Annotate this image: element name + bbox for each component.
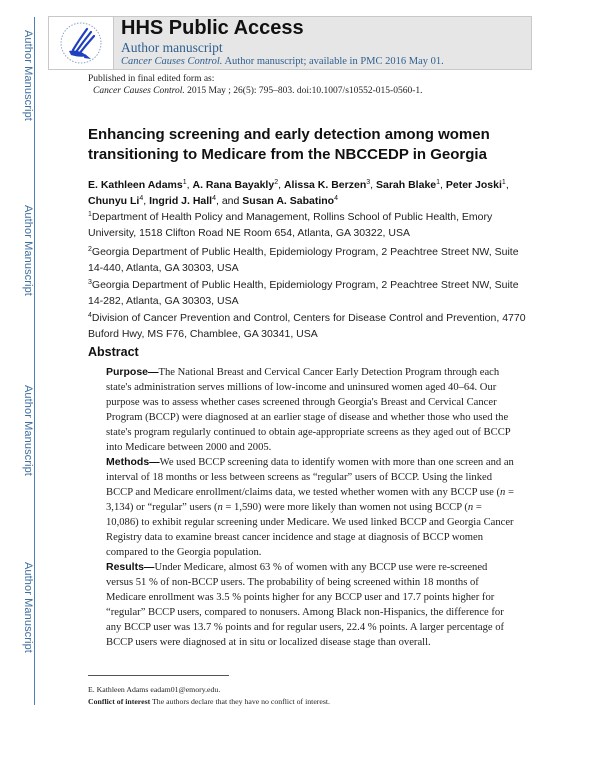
affiliation-4 [88,310,528,342]
hhs-public-access-title: HHS Public Access [121,17,304,39]
author-affiliation-mark: 1 [436,179,441,186]
author-affiliation-mark: 3 [366,179,371,186]
abstract-purpose [106,365,516,455]
author-affiliation-mark: 1 [182,179,187,186]
n-symbol: n [467,502,474,513]
affiliation-1 [88,209,528,241]
contact-email[interactable]: eadam01@emory.edu. [150,685,221,694]
citation-details: 2015 May ; 26(5): 795–803. doi:10.1007/s10552-015-0560-1. [184,86,423,96]
author-separator: , [370,179,376,191]
author-affiliation-mark: 4 [212,195,216,202]
citation-journal: Cancer Causes Control. [93,86,185,96]
purpose-label: Purpose— [106,366,159,378]
contact-footnote [88,685,220,694]
methods-text: = 10,086) to exhibit regular screening under Medicare. We used linked BCCP and Georgia Cancer Registry data to examine breast cancer incidence and stage at diagnosis of BCCP women compared to the Georgia population. [106,502,514,558]
affiliation-number: 4 [88,312,92,319]
citation [88,85,423,97]
affiliation-number: 3 [88,279,92,286]
affiliation-text: Georgia Department of Public Health, Epidemiology Program, 2 Peachtree Street NW, Suite 14-282, Atlanta, GA 30303, USA [88,279,519,307]
n-symbol: n [217,502,223,513]
sidebar-author-manuscript-label: Author Manuscript [22,205,34,296]
author-affiliation-mark: 1 [501,179,506,186]
availability-text: Author manuscript; available in PMC 2016 May 01. [222,56,444,67]
author-name: Susan A. Sabatino [242,195,335,207]
n-symbol: n [500,487,506,498]
author-affiliation-mark: 4 [334,195,338,202]
contact-name: E. Kathleen Adams [88,685,149,694]
author-name: Sarah Blake [376,179,437,191]
author-name: Peter Joski [445,179,502,191]
author-separator: , [440,179,446,191]
methods-label: Methods— [106,456,160,468]
hhs-eagle-logo-icon [57,20,105,66]
published-label: Published in final edited form as: [88,74,215,84]
methods-text: We used BCCP screening data to identify women with more than one screen and an interval of 18 months or less between screens as “regular” users of BCCP. Using the linked BCCP and Medicare enrollment/claims data, we tested whether women with any BCCP use ( [106,457,514,498]
sidebar-rule [34,17,35,705]
sidebar-author-manuscript-label: Author Manuscript [22,30,34,121]
published-in-final-form [88,73,423,97]
author-name: E. Kathleen Adams [88,179,183,191]
abstract-methods [106,455,516,560]
author-name: Alissa K. Berzen [283,179,367,191]
results-label: Results— [106,561,155,573]
availability-line [121,56,444,67]
affiliation-2 [88,244,528,276]
abstract-heading: Abstract [88,345,139,359]
affiliation-number: 2 [88,246,92,253]
purpose-text: The National Breast and Cervical Cancer Early Detection Program through each state's administration serves millions of low-income and uninsured women aged 40–64. Our purpose was to assess whether cases screened through Georgia's Breast and Cervical Cancer Program (BCCP) were diagnosed at an earlier stage of disease and whether those who used the state's program regularly continued to obtain age-appropriate screens as they aged out of BCCP into Medicare between 2000 and 2005. [106,367,511,453]
hhs-header-banner [48,16,532,70]
abstract-results [106,560,516,650]
affiliation-text: Division of Cancer Prevention and Control, Centers for Disease Control and Prevention, 4770 Buford Hwy, MS F76, Chamblee, GA 30341, USA [88,312,526,340]
author-list [88,177,528,209]
affiliation-number: 1 [88,211,92,218]
conflict-footnote [88,697,330,706]
author-separator: , [186,179,193,191]
affiliation-text: Georgia Department of Public Health, Epidemiology Program, 2 Peachtree Street NW, Suite 14-440, Atlanta, GA 30303, USA [88,246,519,274]
author-affiliation-mark: 4 [139,195,144,202]
paper-title: Enhancing screening and early detection among women transitioning to Medicare from the NBCCEDP in Georgia [88,126,490,163]
footnote-divider [88,675,229,676]
sidebar-author-manuscript-label: Author Manuscript [22,385,34,476]
author-separator: , [505,179,509,191]
affiliation-3 [88,277,528,309]
methods-text: = 3,134) or “regular” users ( [106,487,514,513]
results-text: Under Medicare, almost 63 % of women with any BCCP use were re-screened versus 51 % of non-BCCP users. The probability of being screened within 18 months of Medicare enrollment was 3.5 % points higher for any BCCP user and 17.7 points higher for “regular” BCCP users, compared to nonusers. Among Black non-Hispanics, the difference for any BCCP user was 13.7 % points and for regular users, 22.4 % points. A larger percentage of BCCP users were diagnosed at in situ or localized disease stage than overall. [106,562,505,648]
author-affiliation-mark: 2 [274,179,279,186]
hhs-logo [49,17,114,69]
author-separator: , [143,195,150,207]
author-name: A. Rana Bayakly [192,179,275,191]
author-separator: , [278,179,284,191]
sidebar-author-manuscript-label: Author Manuscript [22,562,34,653]
author-manuscript-subtitle: Author manuscript [121,40,223,55]
conflict-label: Conflict of interest [88,697,151,706]
author-separator: , and [216,195,243,207]
methods-text: = 1,590) were more likely than women not using BCCP ( [222,502,468,513]
journal-name: Cancer Causes Control. [121,56,223,67]
author-name: Chunyu Li [88,195,140,207]
author-name: Ingrid J. Hall [149,195,213,207]
affiliation-text: Department of Health Policy and Management, Rollins School of Public Health, Emory University, 1518 Clifton Road NE Room 654, Atlanta, GA 30322, USA [88,211,493,239]
conflict-text: The authors declare that they have no conflict of interest. [150,697,330,706]
